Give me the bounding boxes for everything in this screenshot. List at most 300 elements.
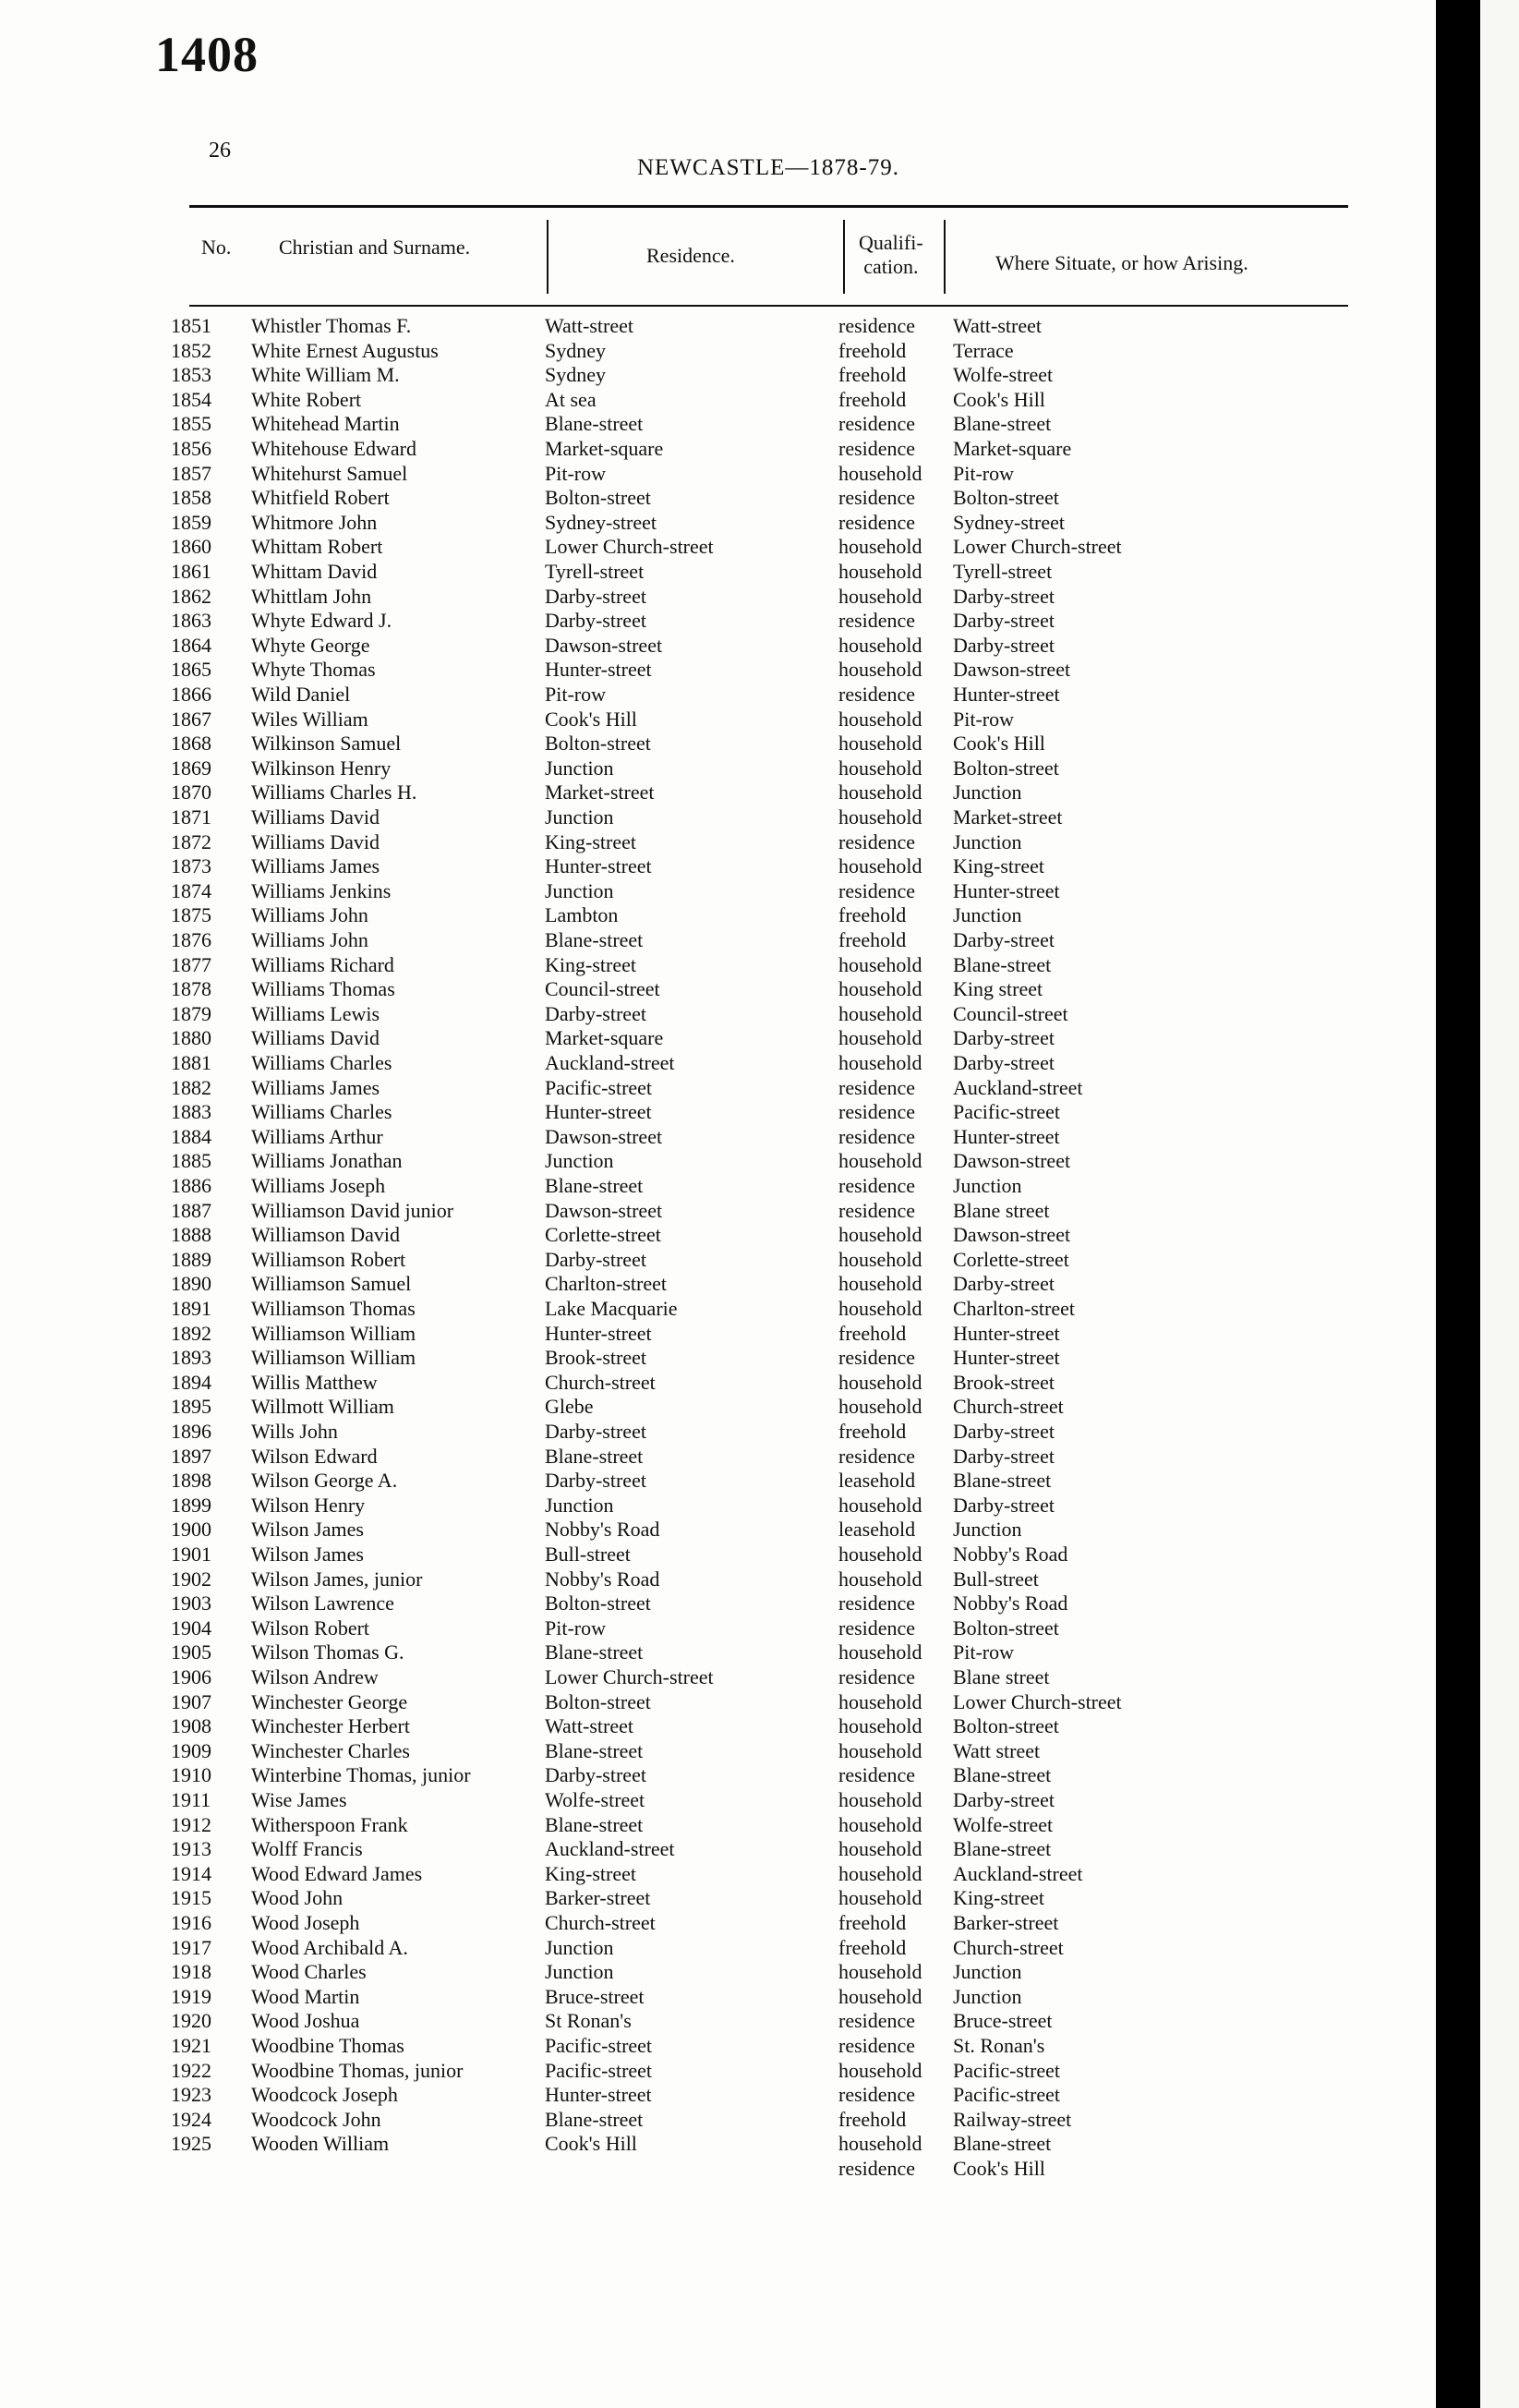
elector-qualification: residence [838,1763,916,1787]
elector-residence: King-street [545,1861,636,1885]
table-row [0,511,1436,536]
elector-name: Wilson Robert [251,1615,370,1640]
elector-qualification: residence [838,1615,916,1640]
elector-qualification: household [838,560,922,583]
row-number: 1912 [171,1812,211,1836]
row-number: 1925 [171,2132,211,2156]
table-row [0,1100,1436,1125]
elector-residence: Glebe [545,1395,594,1419]
row-number: 1907 [171,1689,211,1713]
elector-where-situate: King street [953,977,1043,1001]
elector-name: Whitehurst Samuel [251,461,408,485]
elector-name: Whyte George [251,633,370,657]
elector-name: Winchester Charles [251,1738,410,1762]
elector-where-situate: Pit-row [953,1640,1014,1664]
table-row [0,437,1436,462]
elector-where-situate: Bolton-street [953,1714,1059,1738]
row-number: 1871 [171,805,211,829]
elector-qualification: residence [838,2009,916,2033]
table-row [0,1616,1436,1641]
elector-where-situate: Church-street [953,1395,1064,1419]
row-number: 1881 [171,1051,211,1074]
elector-residence: Hunter-street [545,1321,652,1345]
elector-qualification: household [838,2132,922,2156]
elector-where-situate: Railway-street [953,2107,1072,2131]
row-number: 1918 [171,1960,211,1984]
elector-where-situate: Dawson-street [953,658,1071,682]
elector-qualification: residence [838,878,916,902]
elector-residence: Blane-street [545,1640,644,1664]
elector-qualification: household [838,1493,922,1517]
row-number: 1861 [171,560,211,583]
elector-where-situate: Corlette-street [953,1247,1069,1271]
elector-where-situate: Darby-street [953,1026,1055,1050]
elector-name: Williams Thomas [251,977,395,1001]
elector-where-situate: Blane-street [953,1469,1052,1493]
elector-name: Williams Charles [251,1051,392,1074]
elector-where-situate: Blane-street [953,2132,1052,2156]
elector-residence: Church-street [545,1911,656,1934]
elector-qualification: residence [838,1591,916,1615]
column-header-qualification: Qualifi- cation. [859,231,923,278]
elector-where-situate: King-street [953,1886,1044,1910]
elector-residence: Lake Macquarie [545,1297,678,1320]
table-row [0,1936,1436,1961]
elector-name: Wood Joseph [251,1911,360,1934]
elector-where-situate: Blane-street [953,412,1052,436]
elector-residence: Junction [545,1960,614,1984]
elector-residence: King-street [545,829,636,853]
elector-qualification: household [838,658,922,682]
row-number: 1866 [171,683,211,706]
elector-qualification: residence [838,1075,916,1099]
elector-qualification: household [838,1272,922,1296]
elector-name: Wilson Henry [251,1493,366,1517]
elector-name: Wood John [251,1886,344,1910]
elector-name: Williams Richard [251,952,394,976]
row-number: 1859 [171,510,211,534]
elector-qualification: freehold [838,1420,907,1443]
elector-qualification: residence [838,437,916,460]
table-row [0,903,1436,928]
row-number: 1922 [171,2058,211,2082]
elector-name: Wood Joshua [251,2009,360,2033]
elector-name: Wills John [251,1420,338,1443]
elector-residence: Pacific-street [545,2034,653,2057]
table-row [0,1420,1436,1445]
elector-name: Williamson David junior [251,1198,454,1222]
elector-qualification: residence [838,1100,916,1124]
elector-qualification: household [838,977,922,1001]
elector-name: Wild Daniel [251,683,351,706]
elector-qualification: household [838,633,922,657]
elector-where-situate: Pacific-street [953,1100,1061,1124]
elector-qualification: household [838,1788,922,1811]
elector-name: Winchester George [251,1689,408,1713]
elector-name: Wilson Andrew [251,1665,379,1688]
elector-where-situate: Hunter-street [953,1346,1060,1370]
table-row [0,2059,1436,2084]
elector-where-situate: Junction [953,780,1022,805]
elector-residence: Blane-street [545,928,644,951]
elector-where-situate: Bolton-street [953,1615,1059,1640]
header-rule-top [189,205,1348,208]
elector-where-situate: Cook's Hill [953,2157,1045,2180]
elector-qualification: freehold [838,903,907,927]
row-number: 1919 [171,1984,211,2008]
elector-residence: Council-street [545,977,660,1001]
row-number: 1851 [171,314,211,337]
row-number: 1921 [171,2034,211,2057]
row-number: 1858 [171,486,211,510]
elector-where-situate: Darby-street [953,1493,1055,1517]
elector-residence: Blane-street [545,1812,644,1836]
table-row [0,708,1436,732]
row-number: 1899 [171,1493,211,1517]
elector-name: Winterbine Thomas, junior [251,1763,471,1787]
elector-qualification: household [838,1960,922,1984]
table-row [0,830,1436,855]
elector-residence: Blane-street [545,412,644,436]
elector-name: Williams John [251,903,368,927]
table-row [0,928,1436,953]
elector-name: Wood Archibald A. [251,1935,408,1959]
elector-where-situate: Junction [953,1984,1022,2008]
table-row [0,1445,1436,1470]
elector-where-situate: Darby-street [953,928,1055,951]
elector-where-situate: St. Ronan's [953,2034,1045,2057]
elector-where-situate: Junction [953,903,1022,927]
elector-name: Williams Lewis [251,1001,380,1025]
table-row [0,1223,1436,1248]
row-number: 1879 [171,1001,211,1025]
elector-where-situate: Barker-street [953,1911,1059,1934]
row-number: 1920 [171,2009,211,2033]
elector-residence: Brook-street [545,1346,646,1370]
elector-residence: Darby-street [545,1001,646,1025]
row-number: 1873 [171,854,211,878]
table-row [0,1518,1436,1543]
elector-name: Whitehead Martin [251,412,400,436]
elector-qualification: household [838,780,922,805]
table-row [0,1911,1436,1936]
elector-where-situate: Blane-street [953,1763,1052,1787]
table-row [0,2034,1436,2059]
elector-name: Williams John [251,928,368,951]
elector-name: Whittlam John [251,584,372,608]
elector-name: Williamson Robert [251,1247,406,1271]
table-row [0,2009,1436,2034]
row-number: 1889 [171,1247,211,1271]
row-number: 1914 [171,1861,211,1885]
elector-qualification: residence [838,510,916,534]
elector-where-situate: Bolton-street [953,486,1059,510]
elector-qualification: freehold [838,928,907,951]
elector-qualification: household [838,1738,922,1762]
elector-name: Wilson George A. [251,1469,398,1493]
elector-qualification: residence [838,1174,916,1197]
elector-qualification: freehold [838,1935,907,1959]
row-number: 1882 [171,1075,211,1099]
elector-name: Wood Charles [251,1960,367,1984]
table-row [0,1714,1436,1739]
elector-where-situate: Junction [953,1174,1022,1197]
table-row [0,732,1436,756]
elector-residence: Cook's Hill [545,2132,637,2156]
row-number: 1903 [171,1591,211,1615]
elector-qualification: residence [838,683,916,706]
elector-residence: Hunter-street [545,2083,652,2107]
page-title: NEWCASTLE—1878-79. [637,155,899,180]
elector-residence: Bull-street [545,1543,631,1566]
elector-residence: Junction [545,756,614,780]
elector-residence: Pacific-street [545,1075,653,1099]
table-row [0,1739,1436,1764]
elector-name: Wilkinson Henry [251,756,392,780]
elector-where-situate: Darby-street [953,1272,1055,1296]
elector-name: Woodcock Joseph [251,2083,398,2107]
elector-residence: Bruce-street [545,1984,645,2008]
table-row [0,1960,1436,1985]
table-row [0,2083,1436,2108]
row-number: 1887 [171,1198,211,1222]
elector-where-situate: Cook's Hill [953,732,1045,756]
elector-name: Williams Joseph [251,1174,386,1197]
elector-qualification: household [838,805,922,829]
row-number: 1895 [171,1395,211,1419]
row-number: 1877 [171,952,211,976]
elector-qualification: residence [838,412,916,436]
elector-qualification: freehold [838,1321,907,1345]
elector-residence: Hunter-street [545,658,652,682]
row-number: 1898 [171,1469,211,1493]
page-number: 26 [209,139,231,163]
elector-name: Williamson David [251,1223,401,1247]
elector-residence: Auckland-street [545,1837,675,1861]
elector-qualification: household [838,1223,922,1247]
elector-residence: Darby-street [545,609,646,633]
row-number: 1900 [171,1518,211,1542]
elector-qualification: household [838,2058,922,2082]
elector-name: White William M. [251,363,400,387]
elector-residence: Darby-street [545,1420,646,1443]
elector-name: Willis Matthew [251,1370,378,1394]
table-row [0,683,1436,708]
elector-name: Whittam David [251,560,378,583]
elector-name: Willmott William [251,1395,394,1419]
elector-qualification: household [838,584,922,608]
elector-name: Winchester Herbert [251,1714,410,1738]
elector-where-situate: Blane street [953,1665,1050,1688]
elector-name: Whitehouse Edward [251,437,416,460]
elector-where-situate: Wolfe-street [953,1812,1054,1836]
table-row [0,1567,1436,1592]
elector-residence: At sea [545,387,597,411]
row-number: 1872 [171,829,211,853]
elector-name: Whistler Thomas F. [251,314,412,337]
elector-residence: Corlette-street [545,1223,661,1247]
elector-residence: Blane-street [545,1444,644,1468]
row-number: 1868 [171,732,211,756]
elector-where-situate: Watt-street [953,314,1042,337]
row-number: 1910 [171,1763,211,1787]
elector-qualification: household [838,1001,922,1025]
table-row [0,634,1436,659]
elector-qualification: household [838,1247,922,1271]
elector-residence: Darby-street [545,1469,646,1493]
elector-residence: Tyrell-street [545,560,645,583]
elector-residence: Blane-street [545,1174,644,1197]
table-row [0,1690,1436,1715]
elector-where-situate: Nobby's Road [953,1543,1068,1566]
row-number: 1853 [171,363,211,387]
elector-residence: Dawson-street [545,1198,663,1222]
elector-name: Williams David [251,805,380,829]
elector-where-situate: Brook-street [953,1370,1055,1394]
elector-qualification: residence [838,486,916,510]
elector-residence: Church-street [545,1370,656,1394]
adjacent-page-edge [1436,0,1519,2408]
elector-qualification: household [838,1370,922,1394]
row-number: 1874 [171,878,211,902]
table-row [0,1051,1436,1076]
elector-qualification: household [838,1051,922,1074]
elector-name: Wilson Lawrence [251,1591,394,1615]
elector-name: Whittam Robert [251,535,383,559]
elector-qualification: residence [838,829,916,853]
table-row [0,1026,1436,1051]
table-row [0,1862,1436,1887]
row-number: 1902 [171,1567,211,1591]
elector-where-situate: Pacific-street [953,2058,1061,2082]
elector-where-situate: Pacific-street [953,2083,1061,2107]
elector-qualification: leasehold [838,1518,916,1542]
elector-where-situate: Darby-street [953,633,1055,657]
elector-name: Wood Edward James [251,1861,423,1885]
row-number: 1915 [171,1886,211,1910]
elector-qualification: household [838,1837,922,1861]
row-number: 1867 [171,707,211,731]
elector-where-situate: Market-street [953,805,1063,829]
elector-name: Williams Jonathan [251,1149,403,1173]
elector-name: Wolff Francis [251,1837,363,1861]
row-number: 1913 [171,1837,211,1861]
elector-qualification: household [838,1812,922,1836]
elector-name: Woodbine Thomas, junior [251,2058,464,2082]
elector-name: Williams James [251,854,380,878]
elector-qualification: household [838,1567,922,1591]
elector-name: Williamson Samuel [251,1272,412,1296]
table-row [0,1297,1436,1322]
elector-qualification: household [838,1297,922,1320]
elector-qualification: household [838,1689,922,1713]
row-number: 1862 [171,584,211,608]
row-number: 1923 [171,2083,211,2107]
elector-qualification: household [838,854,922,878]
table-row [0,1591,1436,1616]
elector-residence: Junction [545,1493,614,1517]
elector-qualification: freehold [838,363,907,387]
elector-qualification: freehold [838,1911,907,1934]
table-row [0,1272,1436,1297]
row-number: 1911 [171,1788,211,1811]
elector-where-situate: Dawson-street [953,1223,1071,1247]
elector-name: Whitfield Robert [251,486,390,510]
elector-where-situate: Hunter-street [953,878,1060,902]
elector-where-situate: Pit-row [953,461,1014,485]
elector-residence: Watt-street [545,1714,633,1738]
elector-residence: Market-square [545,437,664,460]
row-number: 1890 [171,1272,211,1296]
table-row [0,756,1436,781]
elector-qualification: household [838,1714,922,1738]
elector-name: Whyte Edward J. [251,609,392,633]
elector-where-situate: Darby-street [953,584,1055,608]
elector-name: Williamson William [251,1321,416,1345]
elector-residence: Sydney [545,363,606,387]
table-row [0,1837,1436,1862]
elector-residence: Junction [545,1149,614,1173]
elector-residence: Sydney [545,338,606,362]
elector-where-situate: Auckland-street [953,1861,1083,1885]
row-number: 1886 [171,1174,211,1197]
elector-where-situate: Blane-street [953,1837,1052,1861]
table-row [0,1076,1436,1101]
row-number: 1856 [171,437,211,460]
table-row [0,953,1436,978]
elector-name: Williams Jenkins [251,878,392,902]
elector-name: Williams David [251,829,380,853]
row-number: 1863 [171,609,211,633]
elector-where-situate: Lower Church-street [953,535,1122,559]
elector-where-situate: Market-square [953,437,1072,460]
row-number: 1878 [171,977,211,1001]
elector-qualification: freehold [838,387,907,411]
row-number: 1904 [171,1615,211,1640]
elector-where-situate: Pit-row [953,707,1014,731]
elector-name: Wooden William [251,2132,390,2156]
elector-where-situate: Charlton-street [953,1297,1075,1320]
elector-residence: Bolton-street [545,486,651,510]
table-row [0,314,1436,339]
elector-qualification: residence [838,609,916,633]
table-row [0,388,1436,413]
elector-where-situate: Terrace [953,338,1014,362]
elector-qualification: freehold [838,338,907,362]
row-number: 1924 [171,2107,211,2131]
elector-residence: Junction [545,1935,614,1959]
row-number: 1905 [171,1640,211,1664]
row-number: 1909 [171,1738,211,1762]
elector-name: Williams Charles [251,1100,392,1124]
table-row [0,1199,1436,1224]
table-row [0,2108,1436,2133]
row-number: 1917 [171,1935,211,1959]
elector-where-situate: Nobby's Road [953,1591,1068,1615]
elector-residence: Watt-street [545,314,633,337]
elector-where-situate: Dawson-street [953,1149,1071,1173]
elector-qualification: residence [838,1198,916,1222]
elector-qualification: household [838,756,922,780]
elector-name: Wilson Thomas G. [251,1640,404,1664]
row-number: 1869 [171,756,211,780]
elector-where-situate: Blane street [953,1198,1050,1222]
elector-name: Woodbine Thomas [251,2034,404,2057]
table-row [0,1002,1436,1027]
elector-residence: Charlton-street [545,1272,667,1296]
table-row [0,1788,1436,1813]
elector-qualification: residence [838,2083,916,2107]
